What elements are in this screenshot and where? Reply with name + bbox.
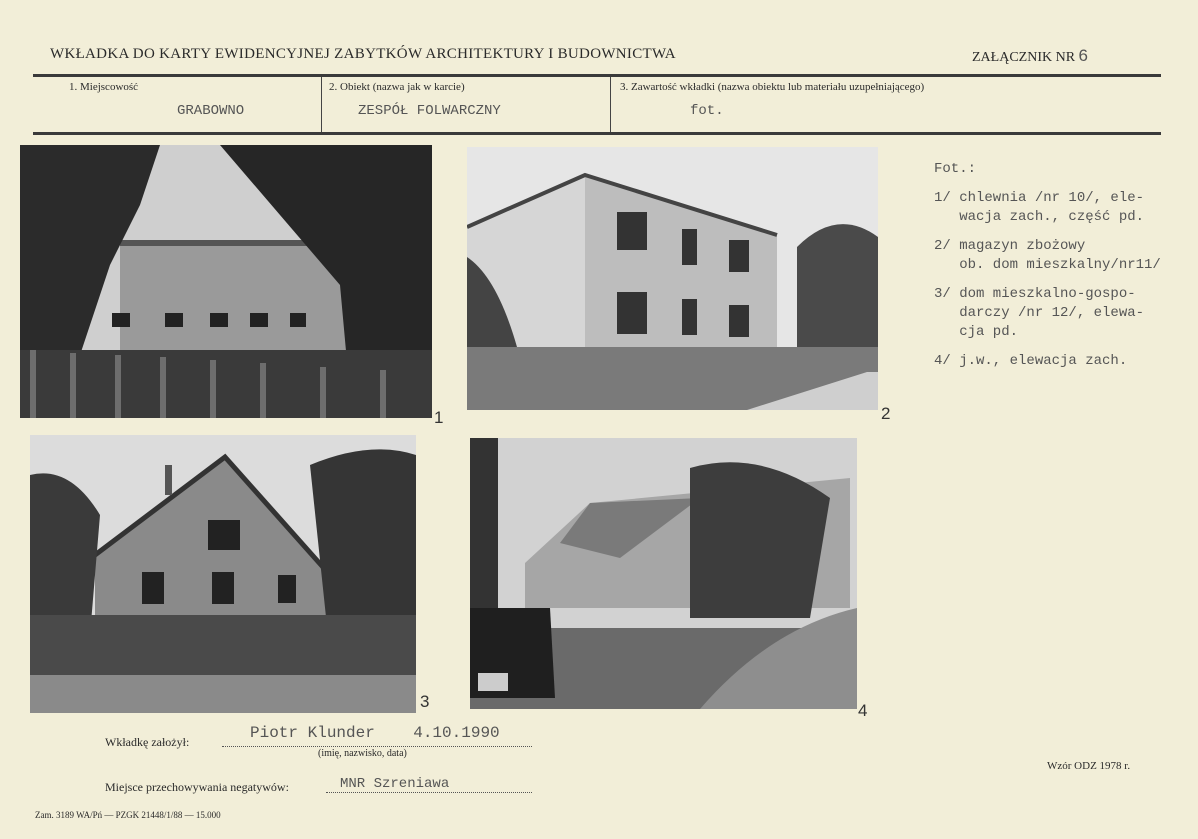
divider: [610, 77, 611, 132]
author-line: [222, 746, 532, 747]
document-title: WKŁADKA DO KARTY EWIDENCYJNEJ ZABYTKÓW ARCHITEKTURY I BUDOWNICTWA: [50, 46, 676, 62]
photo-piggery: [20, 145, 432, 418]
form-version: Wzór ODZ 1978 r.: [1047, 760, 1131, 772]
photo-farmhouse-south: [30, 435, 416, 713]
attachment-number: 6: [1078, 46, 1089, 65]
attachment-label-text: ZAŁĄCZNIK NR: [972, 50, 1076, 65]
contents-label: 3. Zawartość wkładki (nazwa obiektu lub materiału uzupełniającego): [620, 81, 925, 93]
photo-farmhouse-west: [470, 438, 857, 709]
negatives-label: Miejsce przechowywania negatywów:: [105, 780, 289, 794]
negatives-value: MNR Szreniawa: [340, 776, 450, 792]
photo-number: 2: [881, 404, 891, 423]
photo-number: 3: [420, 692, 430, 711]
locality-value: GRABOWNO: [177, 103, 245, 119]
attachment-label: [972, 46, 1088, 66]
photo-granary: [467, 147, 878, 410]
locality-label: 1. Miejscowość: [69, 81, 139, 93]
caption-item: 1/ chlewnia /nr 10/, ele- wacja zach., część pd.: [934, 190, 1145, 225]
contents-value: fot.: [690, 103, 724, 119]
author-hint: (imię, nazwisko, data): [318, 748, 407, 759]
captions-heading: Fot.:: [934, 161, 977, 177]
author-value: Piotr Klunder 4.10.1990: [250, 724, 500, 742]
object-label: 2. Obiekt (nazwa jak w karcie): [329, 81, 465, 93]
top-rule: [33, 74, 1161, 77]
negatives-line: [326, 792, 532, 793]
photo-captions: [934, 160, 1161, 371]
print-info: Zam. 3189 WA/Pń — PZGK 21448/1/88 — 15.000: [35, 810, 221, 820]
object-value: ZESPÓŁ FOLWARCZNY: [358, 103, 501, 119]
caption-item: 4/ j.w., elewacja zach.: [934, 353, 1128, 369]
bottom-rule: [33, 132, 1161, 135]
caption-item: 3/ dom mieszkalno-gospo- darczy /nr 12/, elewa- cja pd.: [934, 286, 1145, 340]
photo-number: 1: [434, 408, 444, 427]
divider: [321, 77, 322, 132]
author-label: Wkładkę założył:: [105, 735, 190, 749]
caption-item: 2/ magazyn zbożowy ob. dom mieszkalny/nr11/: [934, 238, 1161, 273]
photo-number: 4: [858, 701, 868, 720]
